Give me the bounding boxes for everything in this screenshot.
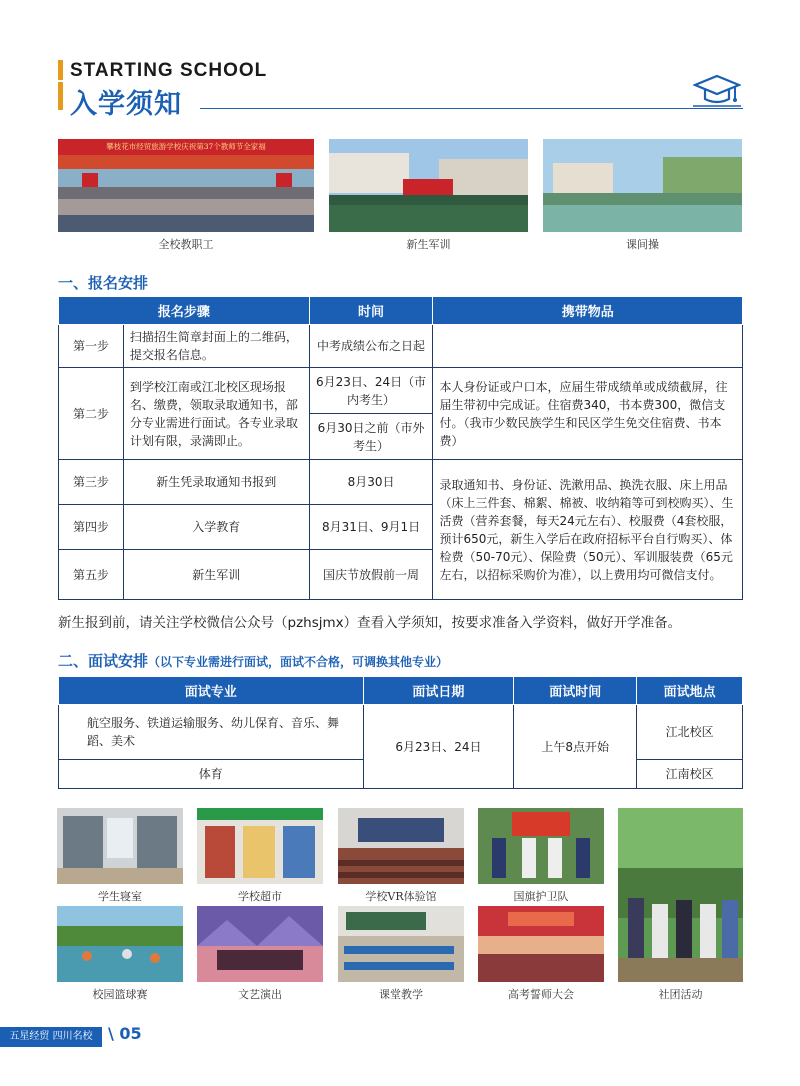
page-title-en: STARTING SCHOOL [70, 60, 268, 81]
items-cell: 录取通知书、身份证、洗漱用品、换洗衣服、床上用品（床上三件套、棉絮、棉被、收纳箱等可到校购买）、生活费（营养套餐，每天24元左右）、校服费（4套校服，预计650元，新生入学后在政府招标平台自行购买）、体检费（50-70元）、保险费（50元）、军训服装费（65元左右，以招标采购价为准），以上费用均可微信支付。 [433, 460, 743, 600]
step-desc: 扫描招生简章封面上的二维码，提交报名信息。 [123, 325, 309, 368]
table-row [59, 325, 743, 368]
notice-text: 新生报到前，请关注学校微信公众号（pzhsjmx）查看入学须知，按要求准备入学资料，做好开学准备。 [58, 615, 682, 631]
page-number: \ 05 [108, 1024, 142, 1043]
time-cell: 中考成绩公布之日起 [309, 325, 433, 368]
section-title-main: 二、面试安排 [58, 652, 149, 670]
photo-caption: 学生寝室 [98, 890, 142, 903]
time-cell: 8月31日、9月1日 [309, 505, 433, 550]
items-cell-empty [433, 325, 743, 368]
place-cell: 江南校区 [637, 760, 743, 789]
photo-caption: 高考誓师大会 [508, 988, 574, 1001]
step-desc: 入学教育 [123, 505, 309, 550]
table-header: 时间 [309, 297, 433, 325]
section-title [58, 650, 448, 671]
table-header: 报名步骤 [59, 297, 310, 325]
time-cell: 6月23日、24日（市内考生） [309, 368, 433, 414]
photo-caption: 社团活动 [658, 988, 703, 1001]
photo-caption: 学校VR体验馆 [365, 890, 437, 903]
page-title: 入学须知 [70, 89, 182, 120]
table-row [59, 460, 743, 505]
photo-vr-hall [338, 808, 464, 884]
photo-exercise [543, 139, 742, 232]
photo-all-staff [58, 139, 314, 232]
title-accent-bar [58, 82, 63, 110]
time-cell: 6月30日之前（市外考生） [309, 414, 433, 460]
table-header: 携带物品 [433, 297, 743, 325]
major-cell: 体育 [59, 760, 364, 789]
table-row [59, 368, 743, 414]
photo-caption: 课堂教学 [379, 988, 423, 1001]
graduation-cap-icon [693, 72, 741, 108]
place-cell: 江北校区 [637, 705, 743, 760]
photo-classroom [338, 906, 464, 982]
title-accent-bar [58, 60, 63, 80]
registration-table [58, 296, 743, 600]
time-cell: 8月30日 [309, 460, 433, 505]
table-header: 面试时间 [514, 677, 637, 705]
photo-caption: 学校超市 [238, 890, 282, 903]
page-number-value: 05 [119, 1024, 142, 1043]
photo-basketball [57, 906, 183, 982]
photo-caption: 文艺演出 [238, 988, 282, 1001]
section-subtitle: （以下专业需进行面试，面试不合格，可调换其他专业） [148, 655, 449, 669]
photo-club-activity [618, 808, 743, 982]
photo-flag-guard [478, 808, 604, 884]
step-cell: 第二步 [59, 368, 124, 460]
step-desc: 新生凭录取通知书报到 [123, 460, 309, 505]
photo-dorm [57, 808, 183, 884]
time-cell: 国庆节放假前一周 [309, 550, 433, 600]
photo-caption: 国旗护卫队 [513, 890, 569, 903]
photo-rally [478, 906, 604, 982]
photo-performance [197, 906, 323, 982]
photo-caption: 校园篮球赛 [92, 988, 148, 1001]
step-desc: 到学校江南或江北校区现场报名、缴费，领取录取通知书，部分专业需进行面试。各专业录取计划有限，录满即止。 [123, 368, 309, 460]
photo-supermarket [197, 808, 323, 884]
table-header: 面试日期 [363, 677, 514, 705]
section-title: 一、报名安排 [58, 274, 149, 292]
table-header: 面试地点 [637, 677, 743, 705]
photo-military-training [329, 139, 528, 232]
time-cell: 上午8点开始 [514, 705, 637, 789]
major-cell: 航空服务、铁道运输服务、幼儿保育、音乐、舞蹈、美术 [59, 705, 364, 760]
photo-caption: 课间操 [626, 238, 659, 251]
date-cell: 6月23日、24日 [363, 705, 514, 789]
step-cell: 第一步 [59, 325, 124, 368]
items-cell: 本人身份证或户口本，应届生带成绩单或成绩截屏，往届生带初中完成证。住宿费340，书本费300，微信支付。（我市少数民族学生和民区学生免交住宿费、书本费） [433, 368, 743, 460]
photo-caption: 新生军训 [406, 238, 451, 251]
table-row [59, 705, 743, 760]
step-cell: 第五步 [59, 550, 124, 600]
footer-label: 五星经贸 四川名校 [0, 1027, 102, 1047]
title-divider [200, 108, 743, 109]
step-cell: 第四步 [59, 505, 124, 550]
photo-banner-text: 攀枝花市经贸旅游学校庆祝第37个教师节全家福 [106, 142, 266, 151]
photo-caption: 全校教职工 [158, 238, 214, 251]
step-cell: 第三步 [59, 460, 124, 505]
step-desc: 新生军训 [123, 550, 309, 600]
table-header: 面试专业 [59, 677, 364, 705]
interview-table [58, 676, 743, 789]
